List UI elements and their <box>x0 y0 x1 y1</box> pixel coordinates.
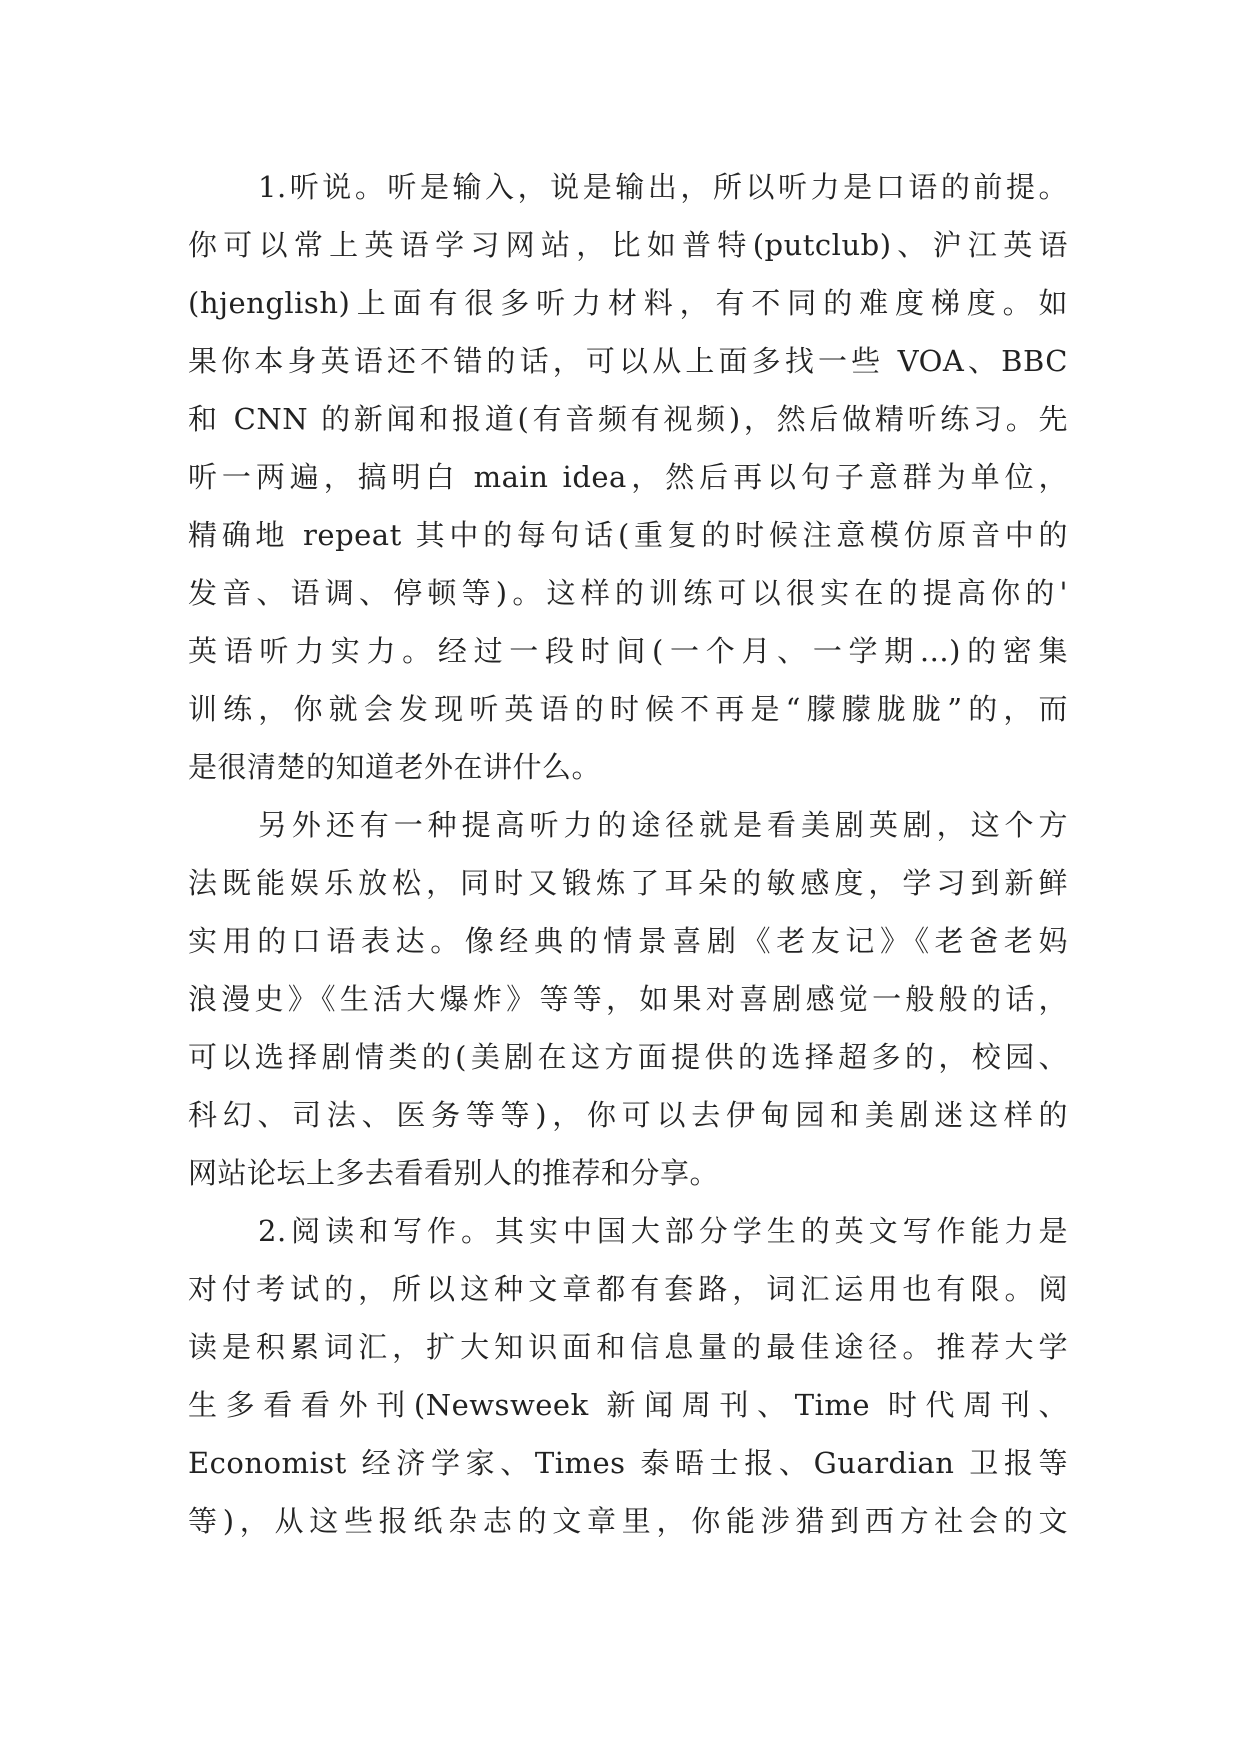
paragraph-reading-writing <box>188 1202 1068 1550</box>
text-line: 可以选择剧情类的(美剧在这方面提供的选择超多的，校园、 <box>188 1040 1068 1074</box>
text-line: 另外还有一种提高听力的途径就是看美剧英剧，这个方 <box>258 808 1068 842</box>
text-line: 你可以常上英语学习网站，比如普特(putclub)、沪江英语 <box>188 228 1068 262</box>
document-body <box>188 158 1068 1550</box>
paragraph-tv-shows <box>188 796 1068 1202</box>
text-line: 读是积累词汇，扩大知识面和信息量的最佳途径。推荐大学 <box>188 1330 1068 1364</box>
text-line: 1.听说。听是输入，说是输出，所以听力是口语的前提。 <box>258 170 1068 204</box>
text-line: 等)，从这些报纸杂志的文章里，你能涉猎到西方社会的文 <box>188 1504 1068 1538</box>
text-line: 和 CNN 的新闻和报道(有音频有视频)，然后做精听练习。先 <box>188 402 1068 436</box>
text-line: 网站论坛上多去看看别人的推荐和分享。 <box>188 1156 720 1190</box>
text-line: 实用的口语表达。像经典的情景喜剧《老友记》《老爸老妈 <box>188 924 1068 958</box>
paragraph-listening <box>188 158 1068 796</box>
text-line: 英语听力实力。经过一段时间(一个月、一学期...)的密集 <box>188 634 1068 668</box>
text-line: 法既能娱乐放松，同时又锻炼了耳朵的敏感度，学习到新鲜 <box>188 866 1068 900</box>
text-line: Economist 经济学家、Times 泰晤士报、Guardian 卫报等 <box>188 1446 1068 1480</box>
text-line: 浪漫史》《生活大爆炸》等等，如果对喜剧感觉一般般的话， <box>188 982 1068 1016</box>
text-line: 果你本身英语还不错的话，可以从上面多找一些 VOA、BBC <box>188 344 1068 378</box>
text-line: 听一两遍，搞明白 main idea，然后再以句子意群为单位， <box>188 460 1068 494</box>
text-line: 训练，你就会发现听英语的时候不再是“朦朦胧胧”的，而 <box>188 692 1068 726</box>
text-line: 精确地 repeat 其中的每句话(重复的时候注意模仿原音中的 <box>188 518 1068 552</box>
text-line: 2.阅读和写作。其实中国大部分学生的英文写作能力是 <box>258 1214 1068 1248</box>
text-line: 是很清楚的知道老外在讲什么。 <box>188 750 602 784</box>
text-line: 科幻、司法、医务等等)，你可以去伊甸园和美剧迷这样的 <box>188 1098 1068 1132</box>
text-line: 对付考试的，所以这种文章都有套路，词汇运用也有限。阅 <box>188 1272 1068 1306</box>
text-line: 发音、语调、停顿等)。这样的训练可以很实在的提高你的' <box>188 576 1068 610</box>
text-line: 生多看看外刊(Newsweek 新闻周刊、Time 时代周刊、 <box>188 1388 1068 1422</box>
text-line: (hjenglish)上面有很多听力材料，有不同的难度梯度。如 <box>188 286 1068 320</box>
